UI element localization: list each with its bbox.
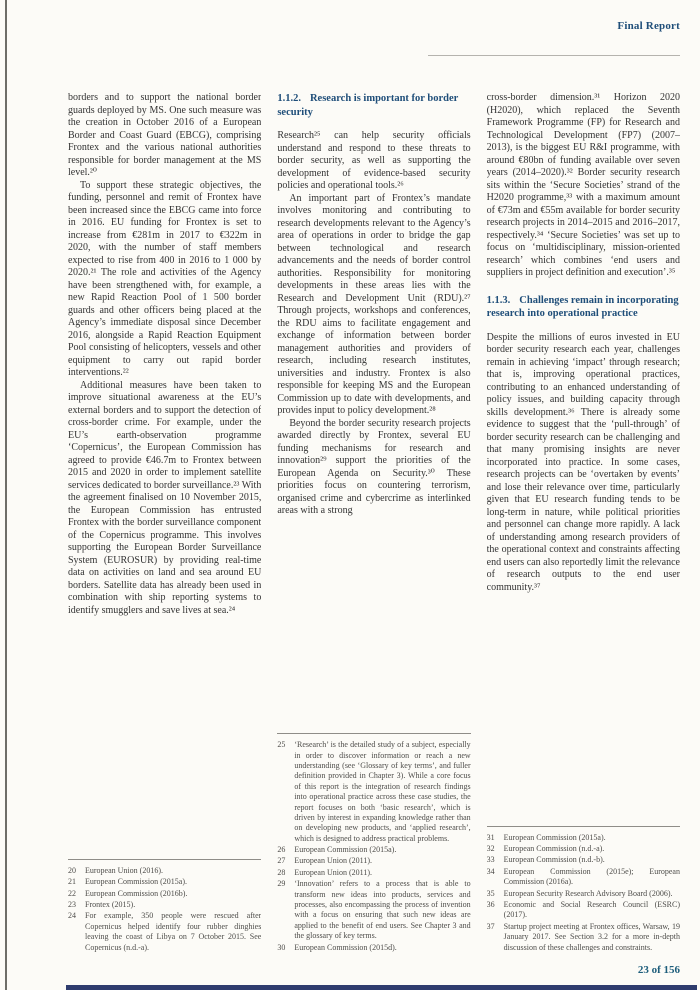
page-header [0,0,700,68]
paragraph: Despite the millions of euros invested in EU border security research each year, challenges remain in achieving ‘impact’ through research; that is, improving operational practices, contributing to an enhanced understanding of policy issues, and building capacity through skills development.³⁶ There is already some evidence to suggest that the ‘pull-through’ of border security research can be challenging and that many promising insights are never incorporated into practice. In some cases, research projects can be ‘overtaken by events’ and lose their relevance over time, particularly given that EU research funding tends to be long-term in nature, while political priorities and personnel can change more rapidly. A lack of understanding among research providers of the operational context and constraints affecting end users can also reportedly limit the relevance of research outputs to the end user community.³⁷ [486,331,680,593]
footnote-number: 28 [277,867,286,877]
footnote [487,867,680,888]
footnote-number: 32 [486,844,495,854]
footnote-number: 37 [486,921,495,931]
header-rule [428,55,680,56]
footnote [68,900,261,910]
footnote [277,740,470,844]
footer-bar [66,985,697,990]
footnote-number: 26 [277,845,286,855]
section-number: 1.1.2. [277,93,301,104]
footnote [277,943,470,953]
footnote-text: European Union (2011). [294,856,373,866]
footnote-text: European Commission (2015a). [85,877,187,887]
section-heading-1-1-2 [277,92,470,119]
section-title: Research is important for border security [277,93,459,118]
footnote [487,833,680,843]
footnote [487,889,680,899]
footnote [487,855,680,865]
footnote-text: European Commission (n.d.-b). [503,855,605,865]
column-right [487,92,680,954]
footnote [68,889,261,899]
paragraph: Additional measures have been taken to improve situational awareness at the EU’s external borders and to support the detection of cross-border crime. For example, under the EU’s earth-observation programme ‘Copernicus’, the European Commission has agreed to provide €46.7m to Frontex between 2015 and 2020 in order to implement satellite services dedicated to border surveillance.²³ With the agreement finalised on 10 November 2015, the European Commission has entrusted Frontex with the border surveillance component of the Copernicus programme. This involves supporting the European Border Surveillance System (EUROSUR) by providing real-time data on activities on land and sea around EU borders. Satellite data has already been used in combination with ship reporting systems to identify smugglers and save lives at sea.²⁴ [68,379,262,616]
column-left [68,92,261,954]
scan-edge-artifact [5,0,7,990]
footnote [68,877,261,887]
footnotes-middle [277,733,470,954]
footnote-text: ‘Research’ is the detailed study of a subject, especially in order to discover information or reach a new understanding (see ‘Glossary of key terms’, and fuller definition provided in Chapter 3). While a core focus of this report is the integration of research findings into operational practice across these case studies, the report focuses on both ‘basic research’, which is driven by interest in expanding knowledge rather than on developing new products, and ‘applied research’, which is designed to address practical problems. [294,740,471,843]
paragraph: cross-border dimension.³¹ Horizon 2020 (H2020), which replaced the Seventh Framework Programme (FP) for Research and Technological Development (FP7) (2007–2013), is the biggest EU R&I programme, with around €80bn of funding available over seven years (2014–2020).³² Border security research sits within the ‘Secure Societies’ strand of the H2020 programme,³³ with a maximum amount of €73m and €55m available for border security research projects in 2014–2015 and 2016–2017, respectively.³⁴ ‘Secure Societies’ was set up to focus on ‘multidisciplinary, mission-oriented research’ which combines ‘end users and suppliers in project definition and execution’.³⁵ [486,92,680,278]
footnote-text: ‘Innovation’ refers to a process that is able to transform new ideas into products, services and processes, also encompassing the process of invention with a focus on ensuring that such new ideas are applied to the benefit of end users. See Chapter 3 and the glossary of key terms. [294,879,471,941]
footnote-number: 31 [486,832,495,842]
footnote-text: European Security Research Advisory Board (2006). [503,888,673,898]
footnote-number: 23 [68,900,76,910]
paragraph: Research²⁵ can help security officials understand and respond to these threats to border security, as well as supporting the development of evidence-based security policies and operational tools.²⁶ [277,130,471,192]
footnote-text: European Commission (2015d). [294,942,397,952]
footnote-number: 34 [486,866,495,876]
footnotes-right [487,826,680,954]
footnote [487,900,680,921]
footnote [277,856,470,866]
footnote-number: 27 [277,856,286,866]
column-middle [277,92,470,954]
page-number: 23 of 156 [637,964,680,976]
footnote-text: Startup project meeting at Frontex offices, Warsaw, 19 January 2017. See Section 3.2 for a more in-depth discussion of these challenges and constraints. [503,921,680,952]
footnote-text: European Commission (n.d.-a). [503,844,605,854]
footnote-text: Frontex (2015). [85,900,136,910]
section-number: 1.1.3. [486,294,511,306]
footnote-number: 35 [486,888,495,898]
footnote-number: 36 [486,900,495,910]
footnote-text: European Commission (2016b). [85,888,188,898]
footnote-number: 30 [277,942,286,952]
footnote-number: 25 [277,740,286,750]
footnote [487,844,680,854]
section-title: Challenges remain in incorporating research into operational practice [486,294,679,320]
footnote-number: 29 [277,879,286,889]
content-columns [68,92,680,954]
footnote [487,922,680,953]
paragraph: borders and to support the national border guards deployed by MS. One such measure was the creation in October 2016 of a European Border and Coast Guard (EBCG), comprising Frontex and the various national authorities responsible for border management at the MS level.²⁰ [68,92,262,178]
footnote-number: 20 [68,865,76,875]
footnote-number: 33 [486,855,495,865]
footnote [277,879,470,941]
footnote-number: 24 [68,911,76,921]
paragraph: To support these strategic objectives, the funding, personnel and remit of Frontex have been increased since the EBCG came into force in 2016. EU funding for Frontex is set to increase from €281m in 2017 to €322m in 2020, with the number of staff members expected to rise from 400 in 2016 to 1 000 by 2020.²¹ The role and activities of the Agency have been strengthened with, for example, a new Rapid Reaction Pool of 1 500 border guards and other officers being placed at the Agency’s immediate disposal since December 2016, alongside a Rapid Reaction Equipment Pool consisting of helicopters, vessels and other equipment to carry out rapid border interventions.²² [68,179,262,378]
footnote-number: 21 [68,877,76,887]
footnote-text: European Commission (2015e); European Commission (2016a). [503,866,680,887]
footnote-text: European Union (2011). [294,867,373,877]
footnote-text: For example, 350 people were rescued after Copernicus helped identify four rubber dinghies leaving the coast of Libya on 7 October 2015. See Copernicus (n.d.-a). [85,911,262,952]
footnote [68,911,261,953]
section-heading-1-1-3 [487,294,680,321]
footnote-text: European Commission (2015a). [503,832,606,842]
footnote-text: European Commission (2015a). [294,845,397,855]
footnote-text: European Union (2016). [85,865,163,875]
footnote [68,866,261,876]
running-header-title: Final Report [617,20,680,32]
footnote [277,845,470,855]
footnotes-left [68,859,261,954]
footnote-number: 22 [68,888,76,898]
paragraph: Beyond the border security research projects awarded directly by Frontex, several EU funding mechanisms for research and innovation²⁹ support the priorities of the European Agenda on Security.³⁰ These priorities focus on countering terrorism, organised crime and cybercrime as interlinked areas with a strong [277,417,471,517]
paragraph: An important part of Frontex’s mandate involves monitoring and contributing to research developments relevant to the Agency’s area of operations in order to bridge the gap between technological and research advancements and the needs of border control authorities. Responsibility for monitoring developments in these areas lies with the Research and Development Unit (RDU).²⁷ Through projects, workshops and conferences, the RDU aims to facilitate engagement and exchange of information between border management authorities and providers of research, including research institutes, universities and industry. Frontex is also responsible for keeping MS and the European Commission up to date with developments, and provides input to policy development.²⁸ [277,192,471,417]
footnote-text: Economic and Social Research Council (ESRC) (2017). [503,900,680,920]
footnote [277,868,470,878]
